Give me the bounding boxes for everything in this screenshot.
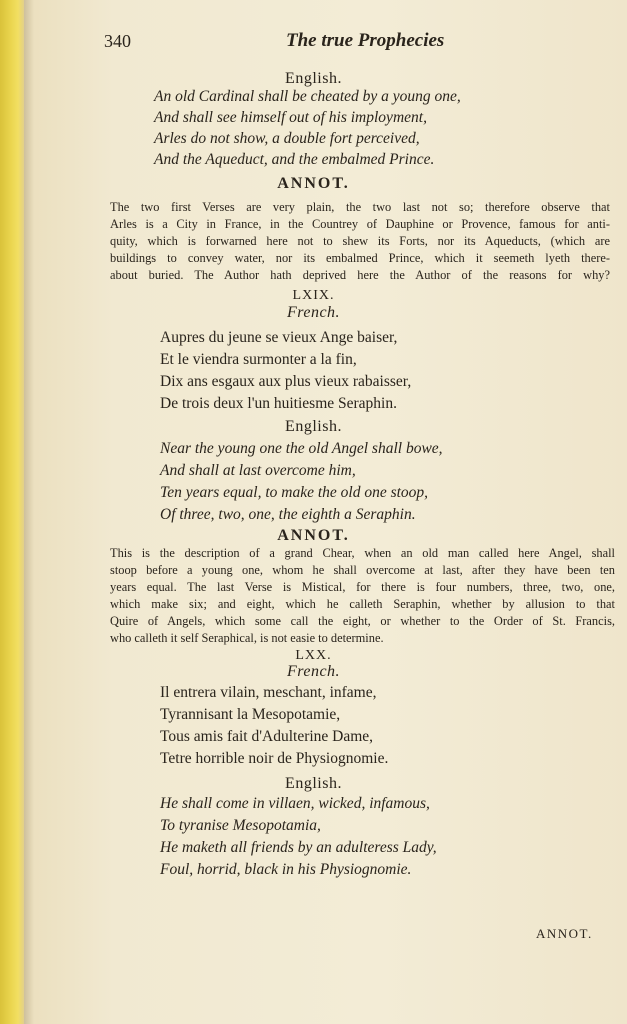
verse-line: Tyrannisant la Mesopotamie, [160,706,341,723]
english-heading: English. [285,775,342,792]
annot-heading: ANNOT. [277,527,350,544]
quatrain-number: LXIX. [292,288,335,303]
verse-line: And shall at last overcome him, [160,462,356,479]
annot-line: years equal. The last Verse is Mistical, for there is four numbers, three, two, one, [110,580,615,594]
catchword: ANNOT. [536,926,593,941]
verse-line: Dix ans esgaux aux plus vieux rabaisser, [160,373,412,390]
english-heading: English. [285,70,342,87]
verse-line: Of three, two, one, the eighth a Seraphin. [160,506,416,523]
verse-line: Aupres du jeune se vieux Ange baiser, [160,329,398,346]
french-heading: French. [286,304,341,321]
verse-line: And the Aqueduct, and the embalmed Prince. [154,151,435,168]
binding-shadow [24,0,34,1024]
annot-line: The two first Verses are very plain, the two last not so; therefore observe that [110,200,610,214]
verse-line: Near the young one the old Angel shall bowe, [160,440,443,457]
annot-line: who calleth it self Seraphical, is not easie to determine. [110,631,384,645]
page-number: 340 [104,31,131,51]
verse-line: Foul, horrid, black in his Physiognomie. [160,861,412,878]
verse-line: Il entrera vilain, meschant, infame, [160,684,377,701]
annot-line: This is the description of a grand Chear, when an old man called here Angel, shall [110,546,615,560]
verse-line: Tous amis fait d'Adulterine Dame, [160,728,374,745]
running-title: The true Prophecies [286,30,445,51]
verse-line: Arles do not show, a double fort perceived, [154,130,420,147]
verse-line: Tetre horrible noir de Physiognomie. [160,750,389,767]
verse-line: Ten years equal, to make the old one stoop, [160,484,429,501]
annot-heading: ANNOT. [277,175,350,192]
verse-line: And shall see himself out of his imployment, [154,109,427,126]
annot-line: about buried. The Author hath deprived here the Author of the reasons for why? [110,268,610,282]
verse-line: To tyranise Mesopotamia, [160,817,321,834]
english-heading: English. [285,418,342,435]
page-edge-binding [0,0,24,1024]
annot-line: Arles is a City in France, in the Countrey of Dauphine or Provence, famous for anti- [110,217,610,231]
verse-line: De trois deux l'un huitiesme Seraphin. [160,395,397,412]
annot-line: Quire of Angels, which some call the eight, or whether to the Order of St. Francis, [110,614,615,628]
verse-line: An old Cardinal shall be cheated by a young one, [154,88,461,105]
annot-line: buildings to convey water, nor its embalmed Prince, which it seemeth lyeth there- [110,251,610,265]
verse-line: Et le viendra surmonter a la fin, [160,351,357,368]
annot-line: quity, which is forwarned here not to shew its Forts, nor its Aqueducts, (which are [110,234,610,248]
annot-line: which make six; and eight, which he calleth Seraphin, whether by allusion to that [110,597,615,611]
french-heading: French. [286,663,341,680]
annot-line: stoop before a young one, whom he shall overcome at last, after they have been ten [110,563,615,577]
verse-line: He shall come in villaen, wicked, infamous, [160,795,430,812]
verse-line: He maketh all friends by an adulteress Lady, [160,839,437,856]
quatrain-number: LXX. [295,648,332,663]
